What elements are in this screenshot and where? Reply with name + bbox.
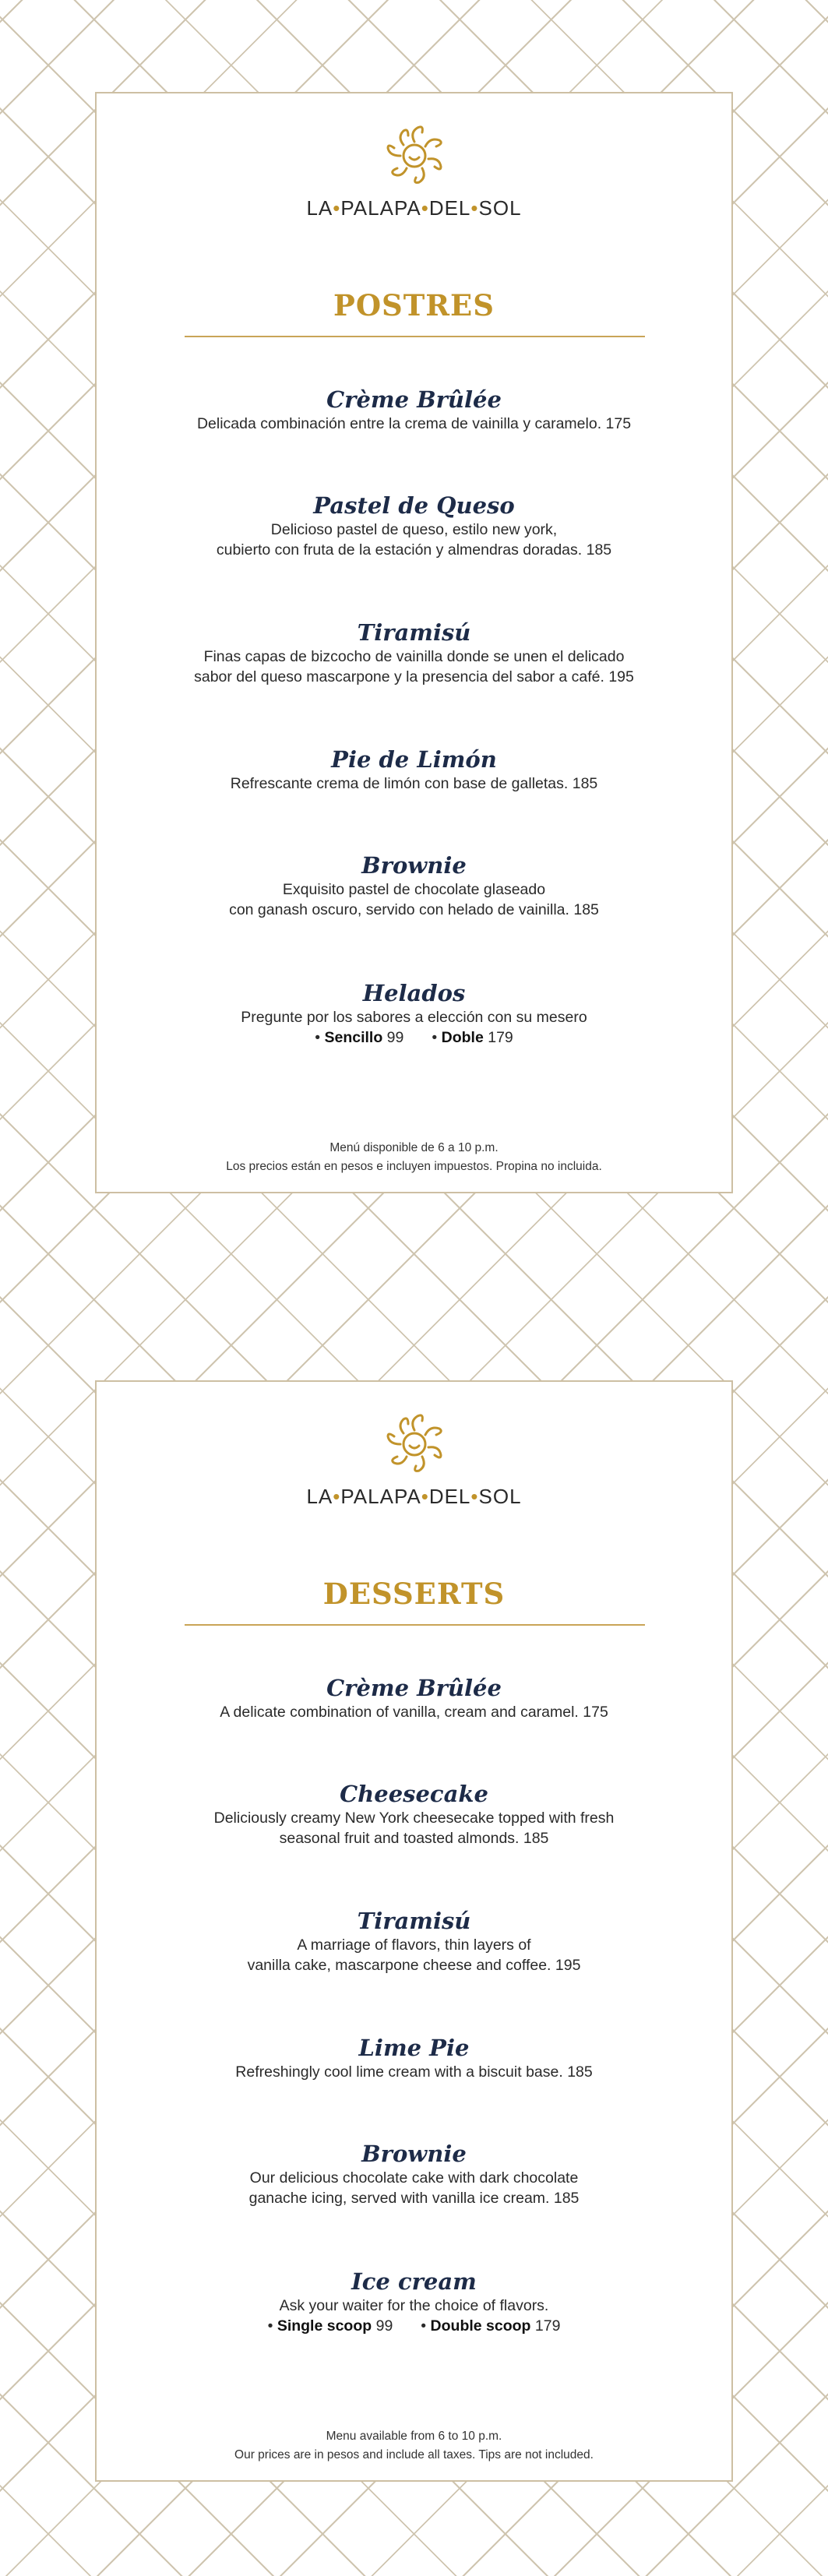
menu-item bbox=[128, 1674, 700, 1722]
footer-hours: Menú disponible de 6 a 10 p.m. bbox=[329, 1141, 499, 1154]
menu-item bbox=[128, 851, 700, 920]
item-name: Brownie bbox=[361, 2141, 467, 2167]
footer-hours: Menu available from 6 to 10 p.m. bbox=[326, 2430, 502, 2443]
menu-item bbox=[128, 1780, 700, 1848]
item-description: Our delicious chocolate cake with dark chocolate ganache icing, served with vanilla ice cream. 185 bbox=[248, 2169, 580, 2207]
menu-item bbox=[128, 618, 700, 687]
scoop-options bbox=[128, 2316, 700, 2336]
item-name: Helados bbox=[362, 980, 466, 1006]
menu-heading: POSTRES bbox=[333, 288, 495, 322]
menu-card-spanish bbox=[95, 92, 733, 1193]
heading-divider bbox=[185, 336, 645, 337]
item-description: Delicada combinación entre la crema de vainilla y caramelo. 175 bbox=[196, 415, 632, 432]
option-double: • Doble 179 bbox=[432, 1029, 513, 1046]
menu-item bbox=[128, 979, 700, 1048]
menu-card-english bbox=[95, 1380, 733, 2482]
footer-prices-note: Los precios están en pesos e incluyen impuestos. Propina no incluida. bbox=[226, 1160, 602, 1173]
scoop-options bbox=[128, 1027, 700, 1048]
item-name: Cheesecake bbox=[340, 1781, 488, 1807]
item-description: Refreshingly cool lime cream with a biscuit base. 185 bbox=[235, 2063, 593, 2081]
menu-footer bbox=[97, 2427, 731, 2465]
item-description: Finas capas de bizcocho de vainilla donde se unen el delicado sabor del queso mascarpone y la presencia del sabor a café. 195 bbox=[194, 648, 634, 685]
item-description: A marriage of flavors, thin layers of vanilla cake, mascarpone cheese and coffee. 195 bbox=[247, 1936, 581, 1974]
footer-prices-note: Our prices are in pesos and include all taxes. Tips are not included. bbox=[234, 2448, 594, 2461]
menu-footer bbox=[97, 1139, 731, 1176]
heading-divider bbox=[185, 1624, 645, 1626]
item-name: Pastel de Queso bbox=[313, 492, 515, 519]
menu-item bbox=[128, 1907, 700, 1975]
item-name: Pie de Limón bbox=[331, 746, 497, 773]
item-description: A delicate combination of vanilla, cream and caramel. 175 bbox=[220, 1704, 608, 1721]
brand-wordmark: LA•PALAPA•DEL•SOL bbox=[306, 1485, 522, 1508]
item-description: Refrescante crema de limón con base de galletas. 185 bbox=[230, 775, 598, 792]
item-description: Delicioso pastel de queso, estilo new york, cubierto con fruta de la estación y almendras doradas. 185 bbox=[216, 521, 612, 559]
menu-item bbox=[128, 492, 700, 560]
item-description: Deliciously creamy New York cheesecake topped with fresh seasonal fruit and toasted almonds. 185 bbox=[213, 1810, 615, 1847]
menu-item bbox=[128, 2268, 700, 2336]
item-name: Lime Pie bbox=[358, 2035, 470, 2061]
menu-heading: DESSERTS bbox=[322, 1577, 506, 1611]
item-name: Ice cream bbox=[351, 2268, 477, 2295]
menu-item bbox=[128, 2140, 700, 2208]
option-double: • Double scoop 179 bbox=[421, 2317, 561, 2335]
menu-item bbox=[128, 386, 700, 434]
item-name: Tiramisú bbox=[357, 619, 471, 646]
item-description: Ask your waiter for the choice of flavors. bbox=[279, 2297, 549, 2314]
item-name: Crème Brûlée bbox=[326, 386, 502, 413]
menu-item bbox=[128, 745, 700, 794]
item-description: Exquisito pastel de chocolate glaseado con ganash oscuro, servido con helado de vainilla. 185 bbox=[229, 881, 599, 918]
menu-item bbox=[128, 2034, 700, 2082]
item-name: Crème Brûlée bbox=[326, 1675, 502, 1701]
option-single: • Sencillo 99 bbox=[315, 1029, 404, 1046]
item-name: Brownie bbox=[361, 852, 467, 879]
item-name: Tiramisú bbox=[357, 1908, 471, 1934]
brand-wordmark: LA•PALAPA•DEL•SOL bbox=[306, 196, 522, 220]
option-single: • Single scoop 99 bbox=[267, 2317, 393, 2335]
item-description: Pregunte por los sabores a elección con su mesero bbox=[241, 1009, 587, 1026]
